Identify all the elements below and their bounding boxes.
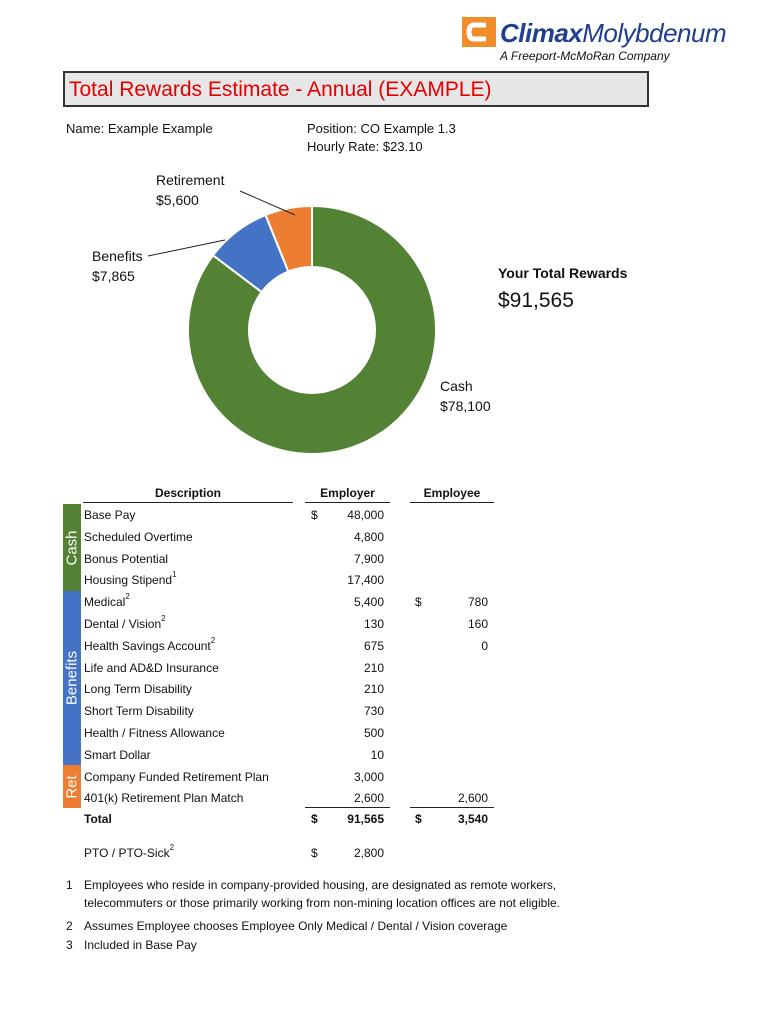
row-employer-value: 2,600 xyxy=(353,791,384,805)
row-employer-value: 48,000 xyxy=(347,508,384,522)
header-employee: Employee xyxy=(423,486,481,500)
footnote-2-number: 2 xyxy=(66,919,73,933)
total-rule-employer xyxy=(305,807,390,808)
row-employer-value: 4,800 xyxy=(353,530,384,544)
employee-position: Position: CO Example 1.3 xyxy=(307,121,456,136)
retirement-group-band: Ret xyxy=(63,765,81,808)
logo-tagline: A Freeport-McMoRan Company xyxy=(500,49,670,63)
cash-group-band: Cash xyxy=(63,504,81,591)
row-description: Health Savings Account$^2$ xyxy=(84,636,216,653)
row-employer-value: 130 xyxy=(363,617,384,631)
benefits-group-band: Benefits xyxy=(63,591,81,765)
retirement-slice-label: Retirement $5,600 xyxy=(156,172,225,208)
header-rule-employer xyxy=(305,502,390,503)
row-employer-value: 17,400 xyxy=(347,573,384,587)
employee-hourly-rate: Hourly Rate: $23.10 xyxy=(307,139,423,154)
row-employee-value: 780 xyxy=(467,595,488,609)
row-description: 401(k) Retirement Plan Match xyxy=(84,791,244,805)
row-description: Long Term Disability xyxy=(84,682,192,696)
header-description: Description xyxy=(154,486,221,500)
total-label: Total xyxy=(84,812,112,826)
row-description: Company Funded Retirement Plan xyxy=(84,770,269,784)
footnote-1-text: Employees who reside in company-provided housing, are designated as remote workers, xyxy=(84,878,557,892)
row-employee-value: 160 xyxy=(467,617,488,631)
benefits-slice-label: Benefits $7,865 xyxy=(92,248,143,284)
pto-label: PTO / PTO-Sick$^2$ xyxy=(84,843,175,860)
row-employee-currency: $ xyxy=(415,595,422,609)
header-employer: Employer xyxy=(320,486,375,500)
footnote-3-text: Included in Base Pay xyxy=(84,938,197,952)
footnote-1-number: 1 xyxy=(66,878,73,892)
footnote-1-text-cont: telecommuters or those primarily working from non-mining location offices are not eligible. xyxy=(84,896,560,910)
row-employer-value: 730 xyxy=(363,704,384,718)
employee-name: Name: Example Example xyxy=(66,121,213,136)
row-description: Life and AD&D Insurance xyxy=(84,661,219,675)
row-description: Smart Dollar xyxy=(84,748,151,762)
pto-employer-currency: $ xyxy=(311,846,318,860)
row-description: Health / Fitness Allowance xyxy=(84,726,225,740)
row-description: Scheduled Overtime xyxy=(84,530,193,544)
row-description: Medical$^2$ xyxy=(84,592,130,609)
footnote-3-number: 3 xyxy=(66,938,73,952)
row-employer-value: 5,400 xyxy=(353,595,384,609)
cash-slice-label: Cash $78,100 xyxy=(440,378,491,414)
total-rewards-label: Your Total Rewards xyxy=(498,265,628,281)
total-employer-value: 91,565 xyxy=(347,812,384,826)
row-employer-value: 500 xyxy=(363,726,384,740)
page-title: Total Rewards Estimate - Annual (EXAMPLE) xyxy=(69,78,492,101)
row-employer-currency: $ xyxy=(311,508,318,522)
header-rule-description xyxy=(83,502,293,503)
footnote-2-text: Assumes Employee chooses Employee Only Medical / Dental / Vision coverage xyxy=(84,919,508,933)
row-description: Dental / Vision$^2$ xyxy=(84,614,166,631)
total-rewards-donut-chart xyxy=(0,0,768,480)
total-rule-employee xyxy=(410,807,494,808)
row-employer-value: 210 xyxy=(363,682,384,696)
total-employer-currency: $ xyxy=(311,812,318,826)
row-description: Housing Stipend$^1$ xyxy=(84,570,177,587)
total-employee-currency: $ xyxy=(415,812,422,826)
total-rewards-value: $91,565 xyxy=(498,289,574,312)
retirement-leader-line xyxy=(240,191,295,215)
row-description: Bonus Potential xyxy=(84,552,169,566)
logo-wordmark: ClimaxMolybdenum xyxy=(500,18,727,48)
pto-employer-value: 2,800 xyxy=(353,846,384,860)
row-description: Base Pay xyxy=(84,508,136,522)
row-employee-value: 0 xyxy=(481,639,488,653)
row-description: Short Term Disability xyxy=(84,704,194,718)
header-rule-employee xyxy=(410,502,494,503)
row-employer-value: 210 xyxy=(363,661,384,675)
row-employer-value: 7,900 xyxy=(353,552,384,566)
row-employer-value: 675 xyxy=(363,639,384,653)
row-employee-value: 2,600 xyxy=(457,791,488,805)
row-employer-value: 3,000 xyxy=(353,770,384,784)
total-employee-value: 3,540 xyxy=(457,812,488,826)
row-employer-value: 10 xyxy=(370,748,384,762)
